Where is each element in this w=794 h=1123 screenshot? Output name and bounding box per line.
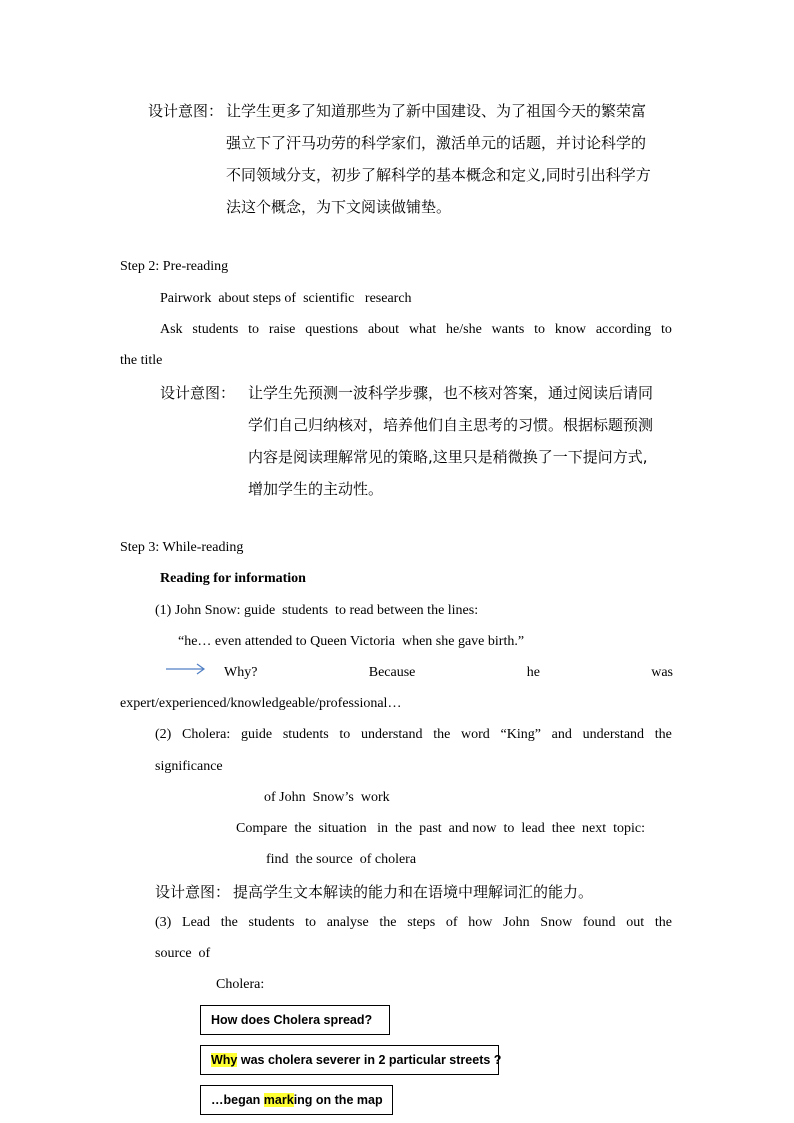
question-box-streets (200, 1045, 502, 1075)
item3-cont: source of (155, 946, 211, 961)
why-word: Why? (224, 665, 258, 680)
item1-john-snow: (1) John Snow: guide students to read between the lines: (155, 603, 479, 618)
ask-word: students (192, 322, 239, 337)
item3-word: of (445, 915, 458, 930)
reading-for-information: Reading for information (160, 571, 306, 586)
item2-word: word (461, 727, 490, 742)
item3-word: to (305, 915, 317, 930)
item3-word: students (248, 915, 295, 930)
ask-word: about (367, 322, 400, 337)
ask-word: what (408, 322, 437, 337)
item3-word: the (220, 915, 238, 930)
item3-word: (3) (155, 915, 172, 930)
ask-word: raise (268, 322, 296, 337)
quote-line: “he… even attended to Queen Victoria when she gave birth.” (178, 634, 525, 649)
item2-word: “King” (500, 727, 541, 742)
item2-word: Cholera: (182, 727, 231, 742)
ask-word: questions (305, 322, 359, 337)
design-intent-line: 提高学生文本解读的能力和在语境中理解词汇的能力。 (233, 883, 594, 901)
question-box-spread (200, 1005, 390, 1035)
pairwork-line: Pairwork about steps of scientific research (160, 291, 412, 306)
ask-line-cont: the title (120, 353, 163, 368)
right-arrow-icon (165, 662, 207, 676)
step3-heading: Step 3: While-reading (120, 540, 244, 555)
ask-word: according (595, 322, 652, 337)
question-box-map (200, 1085, 393, 1115)
step2-heading: Step 2: Pre-reading (120, 259, 229, 274)
item2-word: understand (582, 727, 645, 742)
item3-word: John (503, 915, 530, 930)
item3-word: found (582, 915, 616, 930)
why-word: Because (368, 665, 416, 680)
design-intent-line: 让学生先预测一波科学步骤，也不核对答案，通过阅读后请同 (248, 384, 654, 402)
design-intent-label: 设计意图： (155, 883, 231, 901)
ask-word: know (554, 322, 587, 337)
item3-word: Snow (540, 915, 573, 930)
box-text: …began (211, 1093, 264, 1107)
item2-cont: significance (155, 759, 223, 774)
expert-line: expert/experienced/knowledgeable/professional… (120, 696, 402, 711)
cholera-label: Cholera: (216, 977, 265, 992)
highlighted-word: mark (263, 1093, 294, 1107)
item3-lead (155, 915, 672, 931)
design-intent-line: 不同领域分支，初步了解科学的基本概念和定义,同时引出科学方 (226, 166, 651, 184)
ask-word: to (248, 322, 260, 337)
ask-word: wants (491, 322, 525, 337)
item2-word: understand (361, 727, 423, 742)
item3-word: the (379, 915, 397, 930)
design-intent-line: 增加学生的主动性。 (248, 480, 384, 498)
item2-cont2: of John Snow’s work (264, 790, 390, 805)
ask-word: Ask (160, 322, 183, 337)
ask-word: to (534, 322, 546, 337)
design-intent-line: 学们自己归纳核对，培养他们自主思考的习惯。根据标题预测 (248, 416, 654, 434)
compare-line: Compare the situation in the past and now to lead thee next topic: (236, 821, 646, 836)
item2-word: the (654, 727, 672, 742)
item3-word: Lead (182, 915, 211, 930)
item3-word: analyse (326, 915, 369, 930)
design-intent-line: 内容是阅读理解常见的策略,这里只是稍微换了一下提问方式, (248, 448, 648, 466)
highlighted-word: Why (211, 1053, 238, 1067)
design-intent-line: 让学生更多了知道那些为了新中国建设、为了祖国今天的繁荣富 (226, 102, 647, 120)
item2-word: and (551, 727, 572, 742)
ask-line (160, 322, 672, 338)
why-line (224, 665, 673, 681)
design-intent-label: 设计意图： (160, 384, 236, 402)
ask-word: to (660, 322, 672, 337)
design-intent-label: 设计意图： (148, 102, 224, 120)
design-intent-line: 法这个概念，为下文阅读做铺垫。 (226, 198, 452, 216)
design-intent-line: 强立下了汗马功劳的科学家们，激活单元的话题，并讨论科学的 (226, 134, 647, 152)
item2-word: students (282, 727, 329, 742)
find-line: find the source of cholera (266, 852, 417, 867)
item2-word: the (433, 727, 451, 742)
ask-word: he/she (446, 322, 482, 337)
why-word: was (651, 665, 673, 680)
item2-word: guide (240, 727, 273, 742)
item2-word: (2) (155, 727, 172, 742)
box-text: ing on the map (293, 1093, 383, 1107)
item3-word: the (654, 915, 672, 930)
item2-cholera (155, 727, 672, 743)
item3-word: steps (407, 915, 436, 930)
why-word: he (526, 665, 540, 680)
box-text: How does Cholera spread? (211, 1013, 373, 1027)
item3-word: how (468, 915, 493, 930)
item3-word: out (626, 915, 645, 930)
item2-word: to (339, 727, 351, 742)
box-text: was cholera severer in 2 particular streets ? (237, 1053, 502, 1067)
